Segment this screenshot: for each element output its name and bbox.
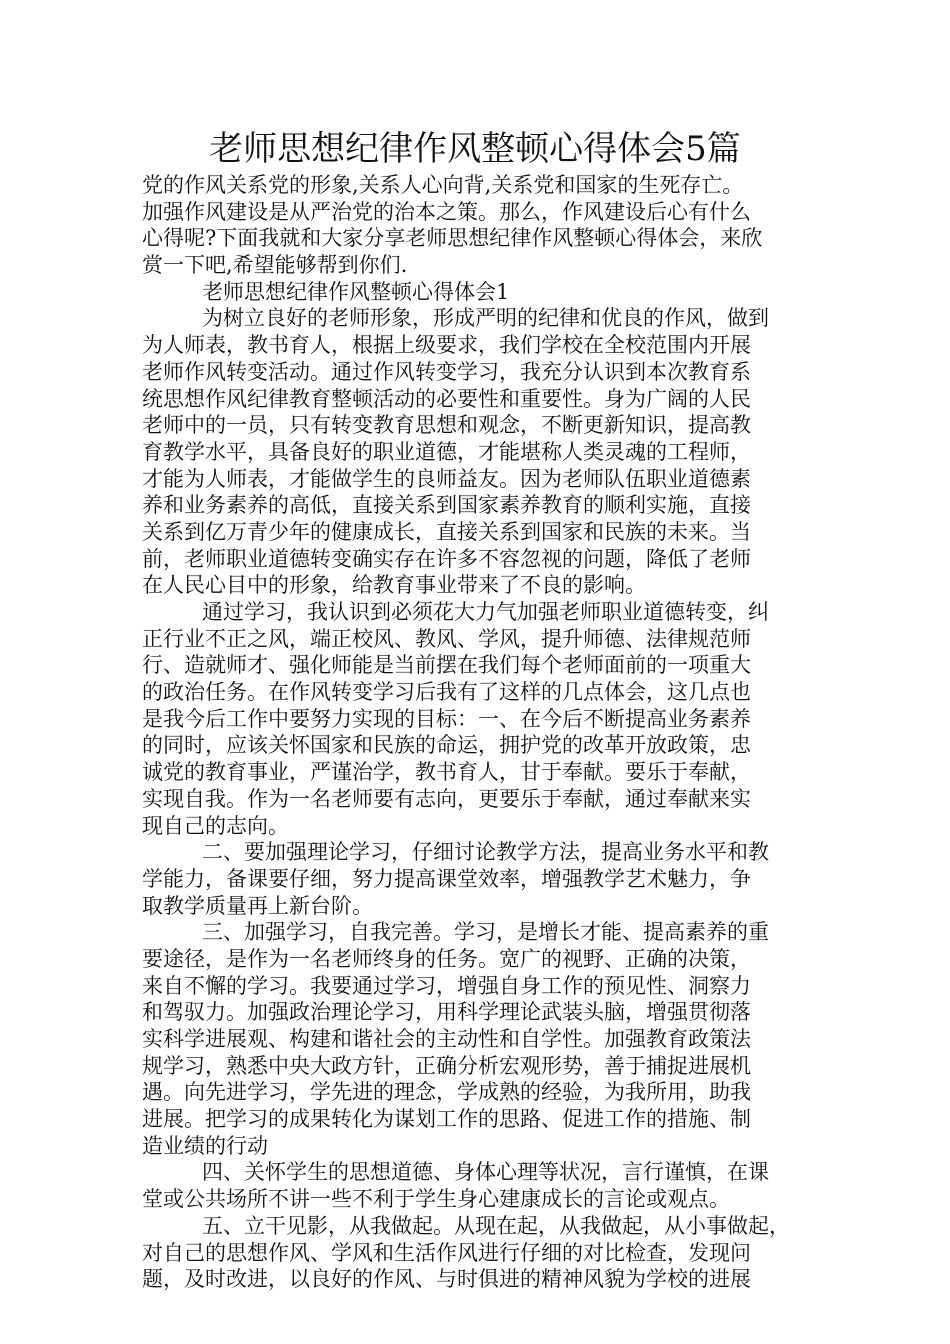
- body-line: 实科学进展观、构建和谐社会的主动性和自学性。加强教育政策法: [142, 1027, 751, 1051]
- body-line: 党的作风关系党的形象,关系人心向背,关系党和国家的生死存亡。: [142, 173, 744, 197]
- body-line: 在人民心目中的形象，给教育事业带来了不良的影响。: [142, 573, 646, 598]
- body-line: 赏一下吧,希望能够帮到你们.: [142, 253, 408, 278]
- body-line: 规学习，熟悉中央大政方针，正确分析宏观形势，善于捕捉进展机: [142, 1053, 751, 1078]
- body-line: 和驾驭力。加强政治理论学习，用科学理论武装头脑，增强贯彻落: [142, 1000, 751, 1025]
- body-line: 要途径，是作为一名老师终身的任务。宽广的视野、正确的决策，: [142, 946, 751, 971]
- body-line: 堂或公共场所不讲一些不利于学生身心建康成长的言论或观点。: [142, 1187, 730, 1212]
- body-line: 是我今后工作中要努力实现的目标：一、在今后不断提高业务素养: [142, 706, 751, 731]
- body-line: 进展。把学习的成果转化为谋划工作的思路、促进工作的措施、制: [142, 1107, 751, 1132]
- body-line: 的政治任务。在作风转变学习后我有了这样的几点体会，这几点也: [142, 680, 751, 705]
- body-line: 为人师表，教书育人，根据上级要求，我们学校在全校范围内开展: [142, 333, 751, 358]
- document-body: [142, 172, 828, 1293]
- body-line: 统思想作风纪律教育整顿活动的必要性和重要性。身为广阔的人民: [142, 386, 751, 411]
- body-line: 育教学水平，具备良好的职业道德，才能堪称人类灵魂的工程师，: [142, 439, 751, 464]
- body-line: 现自己的志向。: [142, 813, 289, 838]
- body-line: 造业绩的行动: [142, 1133, 268, 1158]
- body-line: 正行业不正之风，端正校风、教风、学风，提升师德、法律规范师: [142, 626, 751, 651]
- body-line: 学能力，备课要仔细，努力提高课堂效率，增强教学艺术魅力，争: [142, 866, 751, 891]
- body-line: 老师作风转变活动。通过作风转变学习，我充分认识到本次教育系: [142, 359, 751, 384]
- body-line: 养和业务素养的高低，直接关系到国家素养教育的顺利实施，直接: [142, 493, 751, 518]
- body-line: 的同时，应该关怀国家和民族的命运，拥护党的改革开放政策，忠: [142, 733, 751, 758]
- body-line: 加强作风建设是从严治党的治本之策。那么，作风建设后心有什么: [142, 199, 751, 224]
- paragraph-first-line: 四、关怀学生的思想道德、身体心理等状况，言行谨慎，在课: [202, 1160, 769, 1185]
- body-line: 对自己的思想作风、学风和生活作风进行仔细的对比检查，发现问: [142, 1240, 751, 1265]
- paragraph-first-line: 三、加强学习，自我完善。学习，是增长才能、提高素养的重: [202, 920, 769, 945]
- paragraph-first-line: 为树立良好的老师形象，形成严明的纪律和优良的作风，做到: [202, 306, 769, 331]
- body-line: 老师中的一员，只有转变教育思想和观念，不断更新知识，提高教: [142, 413, 751, 438]
- body-line: 来自不懈的学习。我要通过学习，增强自身工作的预见性、洞察力: [142, 973, 751, 998]
- paragraph-first-line: 五、立干见影，从我做起。从现在起，从我做起，从小事做起，: [202, 1213, 790, 1238]
- body-line: 取教学质量再上新台阶。: [142, 893, 373, 918]
- document-title: 老师思想纪律作风整顿心得体会5篇: [209, 129, 741, 169]
- body-line: 关系到亿万青少年的健康成长，直接关系到国家和民族的未来。当: [142, 519, 751, 544]
- body-line: 才能为人师表，才能做学生的良师益友。因为老师队伍职业道德素: [142, 466, 751, 491]
- body-line: 题，及时改进，以良好的作风、与时俱进的精神风貌为学校的进展: [142, 1267, 751, 1292]
- paragraph-first-line: 二、要加强理论学习，仔细讨论教学方法，提高业务水平和教: [202, 840, 769, 865]
- section-heading: 老师思想纪律作风整顿心得体会1: [202, 279, 510, 304]
- body-line: 前，老师职业道德转变确实存在许多不容忽视的问题，降低了老师: [142, 546, 751, 571]
- body-line: 行、造就师才、强化师能是当前摆在我们每个老师面前的一项重大: [142, 653, 751, 678]
- body-line: 心得呢?下面我就和大家分享老师思想纪律作风整顿心得体会，来欣: [142, 226, 763, 251]
- body-line: 遇。向先进学习，学先进的理念，学成熟的经验，为我所用，助我: [142, 1080, 751, 1105]
- body-line: 实现自我。作为一名老师要有志向，更要乐于奉献，通过奉献来实: [142, 786, 751, 811]
- paragraph-first-line: 通过学习，我认识到必须花大力气加强老师职业道德转变，纠: [202, 600, 769, 624]
- body-line: 诚党的教育事业，严谨治学，教书育人，甘于奉献。要乐于奉献，: [142, 760, 751, 785]
